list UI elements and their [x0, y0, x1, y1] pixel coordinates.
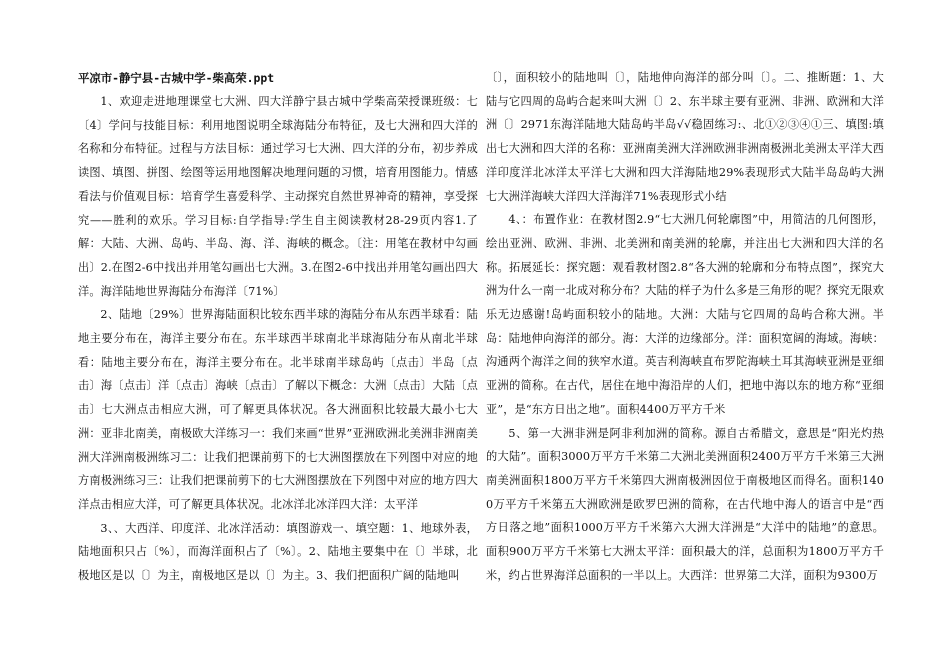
document-title: 平凉市-静宁县-古城中学-柴高荣.ppt — [78, 71, 275, 85]
paragraph-2: 2、陆地〔29%〕世界海陆面积比较东西半球的海陆分布从东西半球看：陆地主要分布在，海洋主要分布在。东半球西半球南北半球海陆分布从南北半球看：陆地主要分布在，海洋主要分布在。北半球南半球岛屿〔点击〕半岛〔点击〕海〔点击〕洋〔点击〕海峡〔点击〕了解以下概念：大洲〔点击〕大陆〔点击〕七大洲点击相应大洲，可了解更具体状况。各大洲面积比较最大最小七大洲：亚非北南美，南极欧大洋练习一：我们来画“世界”亚洲欧洲北美洲非洲南美洲大洋洲南极洲练习二：让我们把课前剪下的七大洲图摆放在下列图中对应的地方南极洲练习三：让我们把课前剪下的七大洲图摆放在下列图中对应的地方四大洋点击相应大洋，可了解更具体状况。北冰洋北冰洋四大洋：太平洋 — [78, 308, 478, 511]
left-column — [78, 66, 478, 588]
paragraph-1: 1、欢迎走进地理课堂七大洲、四大洋静宁县古城中学柴高荣授课班级：七〔4〕学问与技能目标：利用地图说明全球海陆分布特征，及七大洲和四大洋的名称和分布特征。过程与方法目标：通过学习七大洲、四大洋的分布，初步养成读图、填图、拼图、绘图等运用地图解决地理问题的习惯，培育用图能力。情感看法与价值观目标：培育学生喜爱科学、主动探究自然世界神奇的精神，享受探究——胜利的欢乐。学习目标:自学指导:学生自主阅读教材28-29页内容1.了解：大陆、大洲、岛屿、半岛、海、洋、海峡的概念。〔注：用笔在教材中勾画出〕2.在图2-6中找出并用笔勾画出七大洲。3.在图2-6中找出并用笔勾画出四大洋。海洋陆地世界海陆分布海洋〔71%〕 — [78, 95, 478, 298]
paragraph-5: 5、第一大洲非洲是阿非利加洲的简称。源自古希腊文，意思是“阳光灼热的大陆”。面积3000万平方千米第二大洲北美洲面积2400万平方千米第三大洲南美洲面积1800万平方千米第四大洲南极洲因位于南极地区而得名。面积1400万平方千米第五大洲欧洲是欧罗巴洲的简称，在古代地中海人的语言中是“西方日落之地”面积1000万平方千米第六大洲大洋洲是“大洋中的陆地”的意思。面积900万平方千米第七大洲太平洋：面积最大的洋，总面积为1800万平方千米，约占世界海洋总面积的一半以上。大西洋：世界第二大洋，面积为9300万 — [486, 426, 884, 582]
right-column — [486, 66, 884, 587]
paragraph-3-continued: 〔〕，面积较小的陆地叫〔〕，陆地伸向海洋的部分叫〔〕。二、推断题：1、大陆与它四周的岛屿合起来叫大洲〔〕2、东半球主要有亚洲、非洲、欧洲和大洋洲〔〕2971东海洋陆地大陆岛屿半岛√√稳固练习:、北①②③④①三、填图:填出七大洲和四大洋的名称：亚洲南美洲大洋洲欧洲非洲南极洲北美洲太平洋大西洋印度洋北冰洋太平洋七大洲和四大洋海陆地29%表现形式大陆半岛岛屿大洲七大洲洋海峡大洋四大洋海洋71%表现形式小结 — [486, 71, 884, 203]
paragraph-3: 3、、大西洋、印度洋、北冰洋活动：填图游戏一、填空题：1、地球外表，陆地面积只占〔%〕，而海洋面积占了〔%〕。2、陆地主要集中在〔〕半球，北极地区是以〔〕为主，南极地区是以〔〕为主。3、我们把面积广阔的陆地叫 — [78, 521, 478, 583]
paragraph-4: 4、：布置作业：在教材图2.9“七大洲几何轮廓图”中，用简洁的几何图形，绘出亚洲、欧洲、非洲、北美洲和南美洲的轮廓，并注出七大洲和四大洋的名称。拓展延长：探究题：观看教材图2.8“各大洲的轮廓和分布特点图”，探究大洲为什么一南一北成对称分布？大陆的样子为什么多是三角形的呢？探究无限欢乐无边感谢!岛屿面积较小的陆地。大洲：大陆与它四周的岛屿合称大洲。半岛：陆地伸向海洋的部分。海：大洋的边缘部分。洋：面积宽阔的海域。海峡：沟通两个海洋之间的狭窄水道。英吉利海峡直布罗陀海峡土耳其海峡亚洲是亚细亚洲的简称。在古代，居住在地中海沿岸的人们，把地中海以东的地方称“亚细亚”，是“东方日出之地”。面积4400万平方千米 — [486, 213, 884, 416]
